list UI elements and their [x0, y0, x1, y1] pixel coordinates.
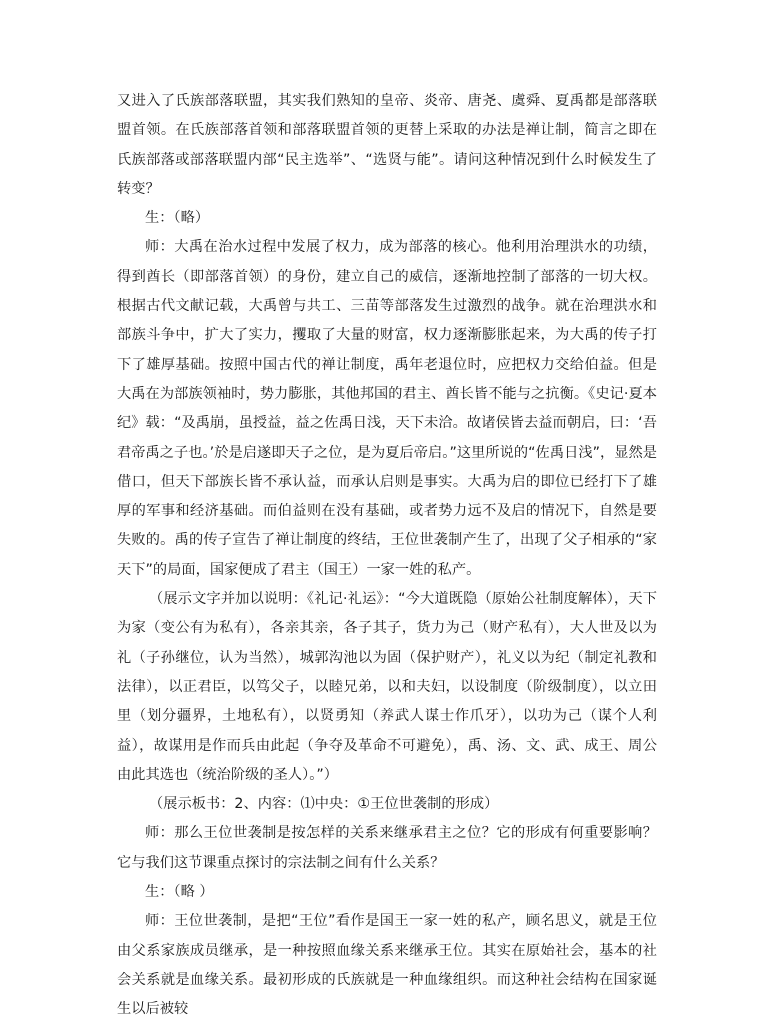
paragraph-intro-continuation: 又进入了氏族部落联盟，其实我们熟知的皇帝、炎帝、唐尧、虞舜、夏禹都是部落联盟首领。在氏族部落首领和部落联盟首领的更替上采取的办法是禅让制，简言之即在氏族部落或部落联盟内部“民主选举”、“选贤与能”。请问这种情况到什么时候发生了转变？: [117, 93, 657, 197]
paragraph-teacher-dayu: 师：大禹在治水过程中发展了权力，成为部落的核心。他利用治理洪水的功绩，得到酋长（即部落首领）的身份，建立自己的威信，逐渐地控制了部落的一切大权。根据古代文献记载，大禹曾与共工、三苗等部落发生过激烈的战争。就在治理洪水和部族斗争中，扩大了实力，攫取了大量的财富，权力逐渐膨胀起来，为大禹的传子打下了雄厚基础。按照中国古代的禅让制度，禹年老退位时，应把权力交给伯益。但是大禹在为部族领袖时，势力膨胀，其他邦国的君主、酋长皆不能与之抗衡。《史记·夏本纪》载：“及禹崩，虽授益，益之佐禹日浅，天下未洽。故诸侯皆去益而朝启，曰：‘吾君帝禹之子也。’於是启遂即天子之位，是为夏后帝启。”这里所说的“佐禹日浅”，显然是借口，但天下部族长皆不承认益，而承认启则是事实。大禹为启的即位已经打下了雄厚的军事和经济基础。而伯益则在没有基础，或者势力远不及启的情况下，自然是要失败的。禹的传子宣告了禅让制度的终结，王位世袭制产生了，出现了父子相承的“家天下”的局面，国家便成了君主（国王）一家一姓的私产。: [117, 239, 657, 578]
paragraph-student-reply: 生：（略）: [145, 210, 210, 227]
paragraph-student-reply-2: 生：（略 ）: [145, 884, 214, 901]
paragraph-teacher-hereditary: 师：王位世袭制，是把“王位”看作是国王一家一姓的私产，顾名思义，就是王位由父系家族成员继承，是一种按照血缘关系来继承王位。其实在原始社会，基本的社会关系就是血缘关系。最初形成的氏族就是一种血缘组织。而这种社会结构在国家诞生以后被较: [117, 913, 657, 1018]
paragraph-board-note: （展示板书：2、内容：⑴中央：①王位世袭制的形成）: [149, 796, 499, 813]
paragraph-teacher-question: 师：那么王位世袭制是按怎样的关系来继承君主之位？它的形成有何重要影响？它与我们这节课重点探讨的宗法制之间有什么关系？: [117, 825, 657, 871]
document-body: [117, 87, 657, 1025]
paragraph-liji-liyun: （展示文字并加以说明：《礼记·礼运》：“今大道既隐（原始公社制度解体），天下为家（变公有为私有），各亲其亲，各子其子，货力为己（财产私有），大人世及以为礼（子孙继位，认为当然），城郭沟池以为固（保护财产），礼义以为纪（制定礼教和法律），以正君臣，以笃父子，以睦兄弟，以和夫妇，以设制度（阶级制度），以立田里（划分疆界，土地私有），以贤勇知（养武人谋士作爪牙），以功为己（谋个人利益），故谋用是作而兵由此起（争夺及革命不可避免），禹、汤、文、武、成王、周公由此其选也（统治阶级的圣人）。”）: [117, 591, 657, 783]
